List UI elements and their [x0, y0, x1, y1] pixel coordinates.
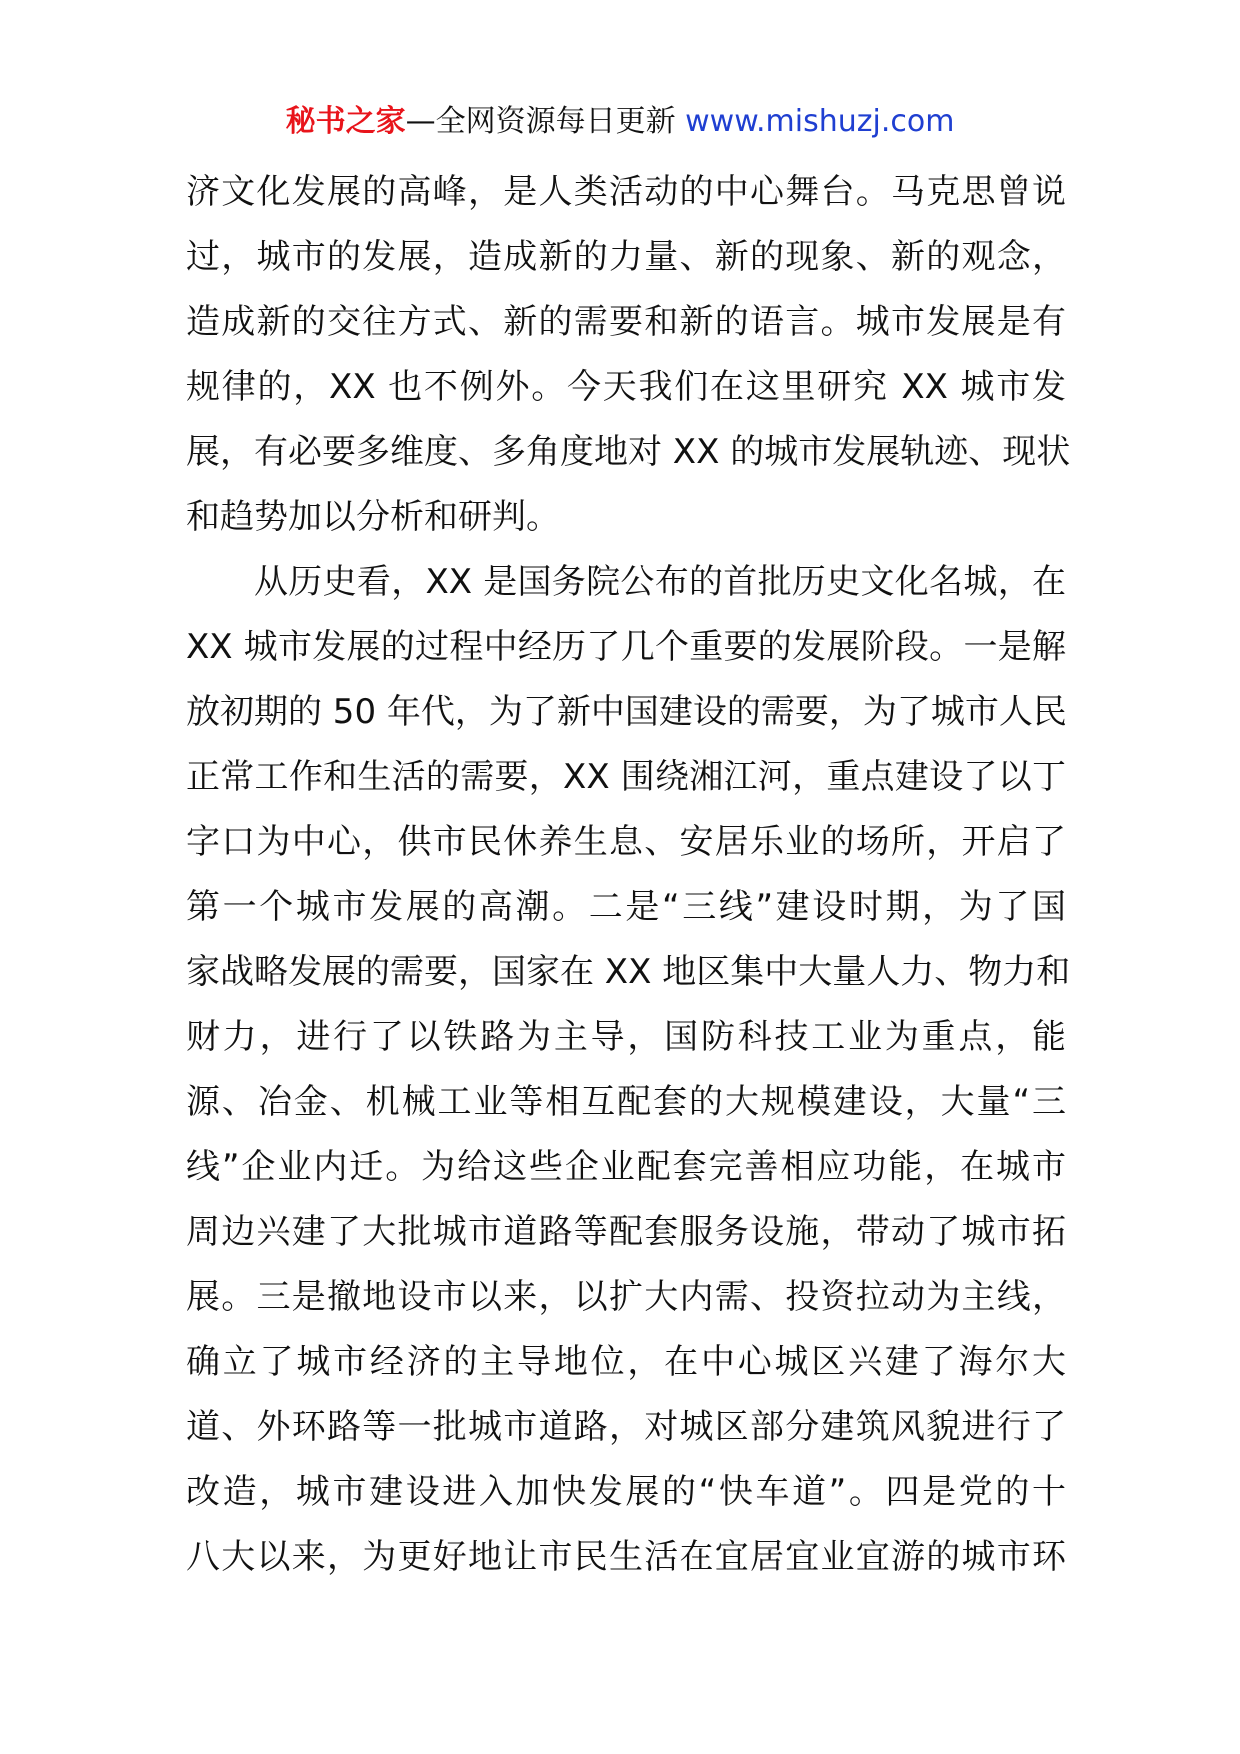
- document-body: [186, 160, 1071, 1590]
- text-line: 源、冶金、机械工业等相互配套的大规模建设，大量“三: [186, 1082, 1066, 1122]
- text-line: 正常工作和生活的需要，XX 围绕湘江河，重点建设了以丁: [186, 757, 1066, 797]
- text-line: XX 城市发展的过程中经历了几个重要的发展阶段。一是解: [186, 627, 1066, 667]
- brand-name: 秘书之家: [285, 104, 406, 139]
- text-line: 造成新的交往方式、新的需要和新的语言。城市发展是有: [186, 302, 1066, 342]
- text-line: 线”企业内迁。为给这些企业配套完善相应功能，在城市: [186, 1147, 1066, 1187]
- text-line: 财力，进行了以铁路为主导，国防科技工业为重点，能: [186, 1017, 1066, 1057]
- text-line: 和趋势加以分析和研判。: [186, 497, 560, 537]
- text-line: 济文化发展的高峰，是人类活动的中心舞台。马克思曾说: [186, 172, 1066, 212]
- paragraph: [186, 160, 1071, 550]
- text-line: 道、外环路等一批城市道路，对城区部分建筑风貌进行了: [186, 1407, 1066, 1447]
- text-line: 展。三是撤地设市以来，以扩大内需、投资拉动为主线，: [186, 1277, 1066, 1317]
- text-line: 八大以来，为更好地让市民生活在宜居宜业宜游的城市环: [186, 1537, 1066, 1577]
- text-line: 家战略发展的需要，国家在 XX 地区集中大量人力、物力和: [186, 952, 1071, 992]
- text-line: 字口为中心，供市民休养生息、安居乐业的场所，开启了: [186, 822, 1066, 862]
- text-line: 第一个城市发展的高潮。二是“三线”建设时期，为了国: [186, 887, 1066, 927]
- site-header: [0, 100, 1240, 144]
- text-line: 从历史看，XX 是国务院公布的首批历史文化名城，在: [254, 562, 1066, 602]
- text-line: 规律的，XX 也不例外。今天我们在这里研究 XX 城市发: [186, 367, 1066, 407]
- text-line: 展，有必要多维度、多角度地对 XX 的城市发展轨迹、现状: [186, 432, 1071, 472]
- site-url-link[interactable]: www.mishuzj.com: [685, 104, 955, 139]
- text-line: 周边兴建了大批城市道路等配套服务设施，带动了城市拓: [186, 1212, 1066, 1252]
- text-line: 放初期的 50 年代，为了新中国建设的需要，为了城市人民: [186, 692, 1067, 732]
- text-line: 改造，城市建设进入加快发展的“快车道”。四是党的十: [186, 1472, 1066, 1512]
- text-line: 过，城市的发展，造成新的力量、新的现象、新的观念，: [186, 237, 1066, 277]
- header-tagline: —全网资源每日更新: [405, 104, 686, 139]
- text-line: 确立了城市经济的主导地位，在中心城区兴建了海尔大: [186, 1342, 1066, 1382]
- paragraph: [186, 550, 1071, 1590]
